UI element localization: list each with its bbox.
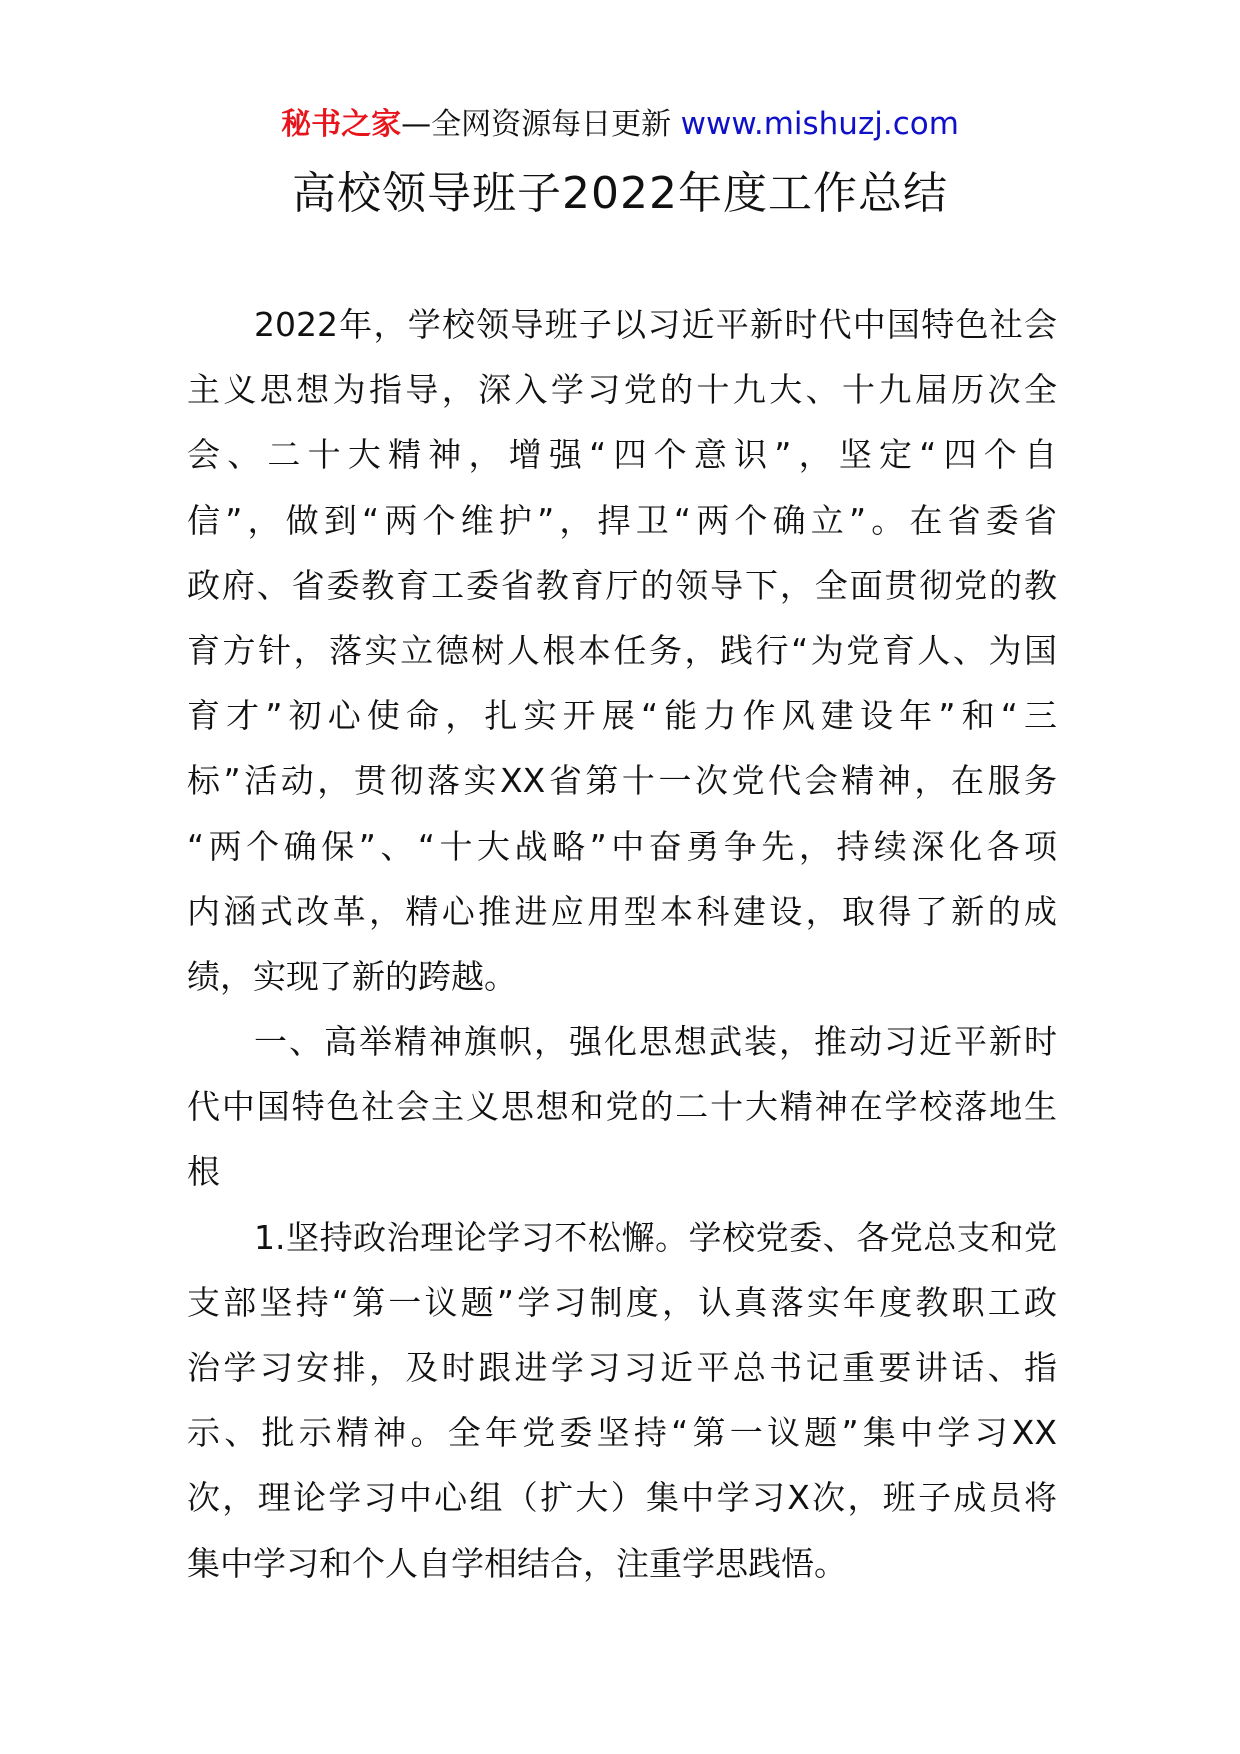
paragraph-1-line: 主义思想为指导，深入学习党的十九大、十九届历次全 <box>187 370 1057 410</box>
document-body <box>187 292 1057 1596</box>
section-heading-line: 一、高举精神旗帜，强化思想武装，推动习近平新时 <box>254 1022 1057 1062</box>
header-tagline: —全网资源每日更新 <box>401 107 681 142</box>
paragraph-1-line: 政府、省委教育工委省教育厅的领导下，全面贯彻党的教 <box>187 565 1057 605</box>
paragraph-2-line: 支部坚持“第一议题”学习制度，认真落实年度教职工政 <box>187 1282 1057 1322</box>
site-url-link[interactable]: www.mishuzj.com <box>680 106 959 142</box>
section-heading-line: 根 <box>187 1152 220 1192</box>
paragraph-1-line: 内涵式改革，精心推进应用型本科建设，取得了新的成 <box>187 891 1057 931</box>
section-heading-line: 代中国特色社会主义思想和党的二十大精神在学校落地生 <box>187 1087 1057 1127</box>
paragraph-2-line: 1.坚持政治理论学习不松懈。学校党委、各党总支和党 <box>254 1217 1057 1257</box>
paragraph-2-line: 示、批示精神。全年党委坚持“第一议题”集中学习XX <box>187 1413 1057 1453</box>
paragraph-2-line: 治学习安排，及时跟进学习习近平总书记重要讲话、指 <box>187 1348 1057 1387</box>
paragraph-2-line: 次，理论学习中心组（扩大）集中学习X次，班子成员将 <box>187 1478 1057 1518</box>
paragraph-1-line: 育才”初心使命，扎实开展“能力作风建设年”和“三 <box>187 696 1057 736</box>
watermark-header <box>0 102 1240 147</box>
paragraph-2-line: 集中学习和个人自学相结合，注重学思践悟。 <box>187 1543 847 1583</box>
paragraph-1-line: 标”活动，贯彻落实XX省第十一次党代会精神，在服务 <box>187 761 1057 801</box>
brand-name: 秘书之家 <box>281 107 402 142</box>
paragraph-1-line: “两个确保”、“十大战略”中奋勇争先，持续深化各项 <box>187 826 1057 866</box>
paragraph-1-line: 绩，实现了新的跨越。 <box>187 956 517 996</box>
paragraph-1-line: 2022年，学校领导班子以习近平新时代中国特色社会 <box>254 305 1057 344</box>
paragraph-1-line: 会、二十大精神，增强“四个意识”，坚定“四个自 <box>187 435 1057 475</box>
paragraph-1-line: 信”，做到“两个维护”，捍卫“两个确立”。在省委省 <box>187 500 1057 540</box>
document-title: 高校领导班子2022年度工作总结 <box>292 168 948 219</box>
paragraph-1-line: 育方针，落实立德树人根本任务，践行“为党育人、为国 <box>187 630 1057 670</box>
